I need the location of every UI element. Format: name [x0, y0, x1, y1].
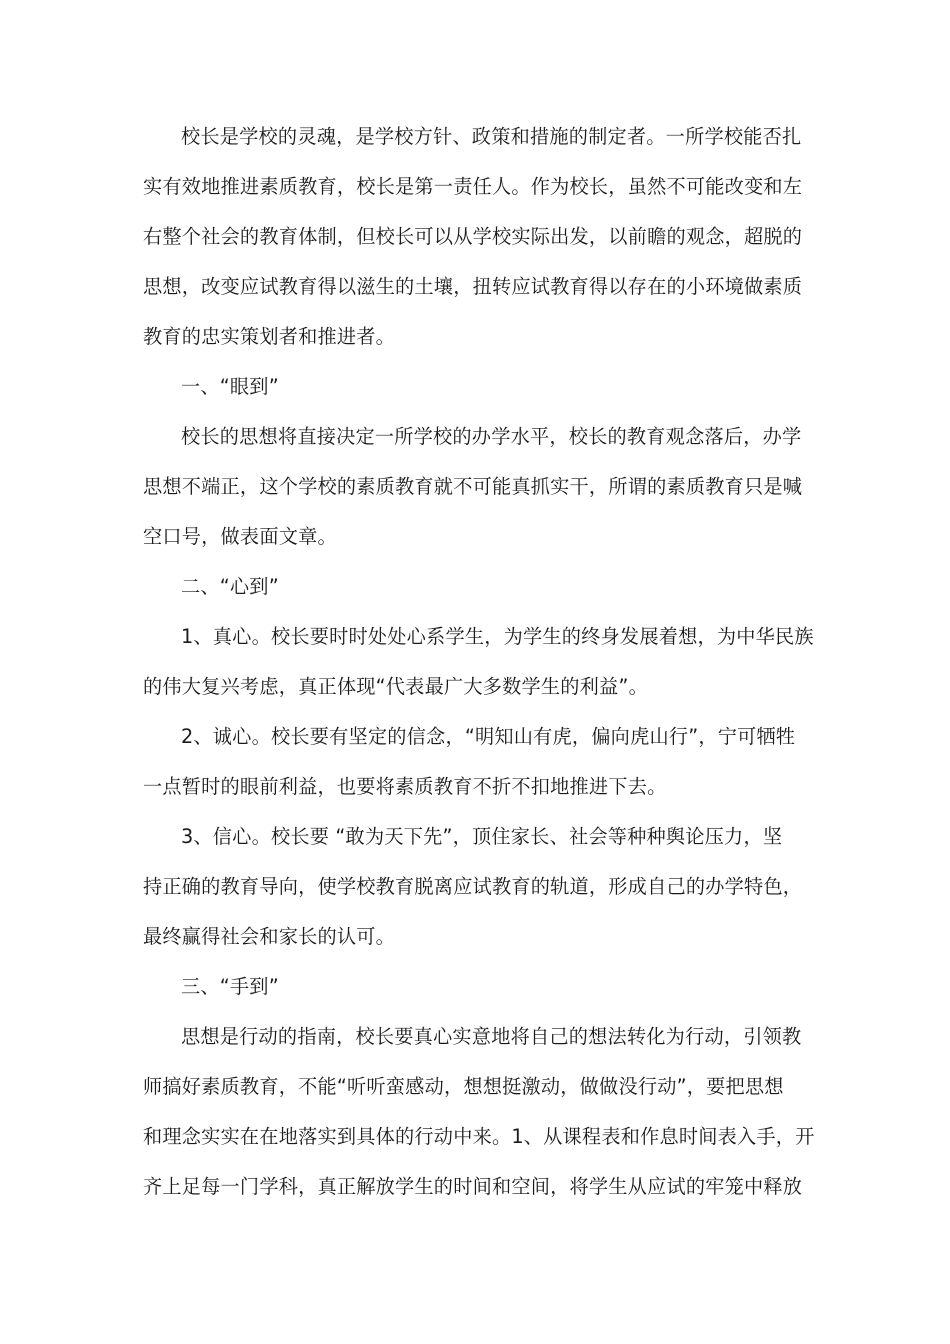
- paragraph-line: 和理念实实在在地落实到具体的行动中来。1、从课程表和作息时间表入手，开: [143, 1125, 815, 1148]
- paragraph-line: 3、信心。校长要 “敢为天下先”，顶住家长、社会等种种舆论压力，坚: [181, 825, 783, 848]
- section-heading: 三、“手到”: [181, 975, 279, 998]
- paragraph-line: 的伟大复兴考虑，真正体现“代表最广大多数学生的利益”。: [143, 675, 648, 698]
- paragraph-line: 1、真心。校长要时时处处心系学生，为学生的终身发展着想，为中华民族: [181, 625, 814, 648]
- paragraph-line: 师搞好素质教育，不能“听听蛮感动，想想挺激动，做做没行动”，要把思想: [143, 1075, 784, 1098]
- paragraph-line: 2、诚心。校长要有坚定的信念，“明知山有虎，偏向虎山行”，宁可牺牲: [181, 725, 796, 748]
- document-body: [143, 112, 815, 1212]
- paragraph-line: 实有效地推进素质教育，校长是第一责任人。作为校长，虽然不可能改变和左: [143, 175, 803, 198]
- paragraph-line: 思想不端正，这个学校的素质教育就不可能真抓实干，所谓的素质教育只是喊: [143, 475, 803, 498]
- paragraph-line: 一点暂时的眼前利益，也要将素质教育不折不扣地推进下去。: [143, 775, 667, 798]
- paragraph-line: 最终赢得社会和家长的认可。: [143, 925, 396, 948]
- paragraph-line: 校长是学校的灵魂，是学校方针、政策和措施的制定者。一所学校能否扎: [181, 125, 802, 148]
- paragraph-line: 右整个社会的教育体制，但校长可以从学校实际出发，以前瞻的观念，超脱的: [143, 225, 803, 248]
- paragraph-line: 持正确的教育导向，使学校教育脱离应试教育的轨道，形成自己的办学特色，: [143, 875, 803, 898]
- paragraph-line: 齐上足每一门学科，真正解放学生的时间和空间，将学生从应试的牢笼中释放: [143, 1175, 803, 1198]
- paragraph-line: 空口号，做表面文章。: [143, 525, 337, 548]
- section-heading: 一、“眼到”: [181, 375, 279, 398]
- paragraph-line: 校长的思想将直接决定一所学校的办学水平，校长的教育观念落后，办学: [181, 425, 802, 448]
- paragraph-line: 教育的忠实策划者和推进者。: [143, 325, 396, 348]
- paragraph-line: 思想，改变应试教育得以滋生的土壤，扭转应试教育得以存在的小环境做素质: [143, 275, 803, 298]
- paragraph-line: 思想是行动的指南，校长要真心实意地将自己的想法转化为行动，引领教: [181, 1025, 802, 1048]
- section-heading: 二、“心到”: [181, 575, 279, 598]
